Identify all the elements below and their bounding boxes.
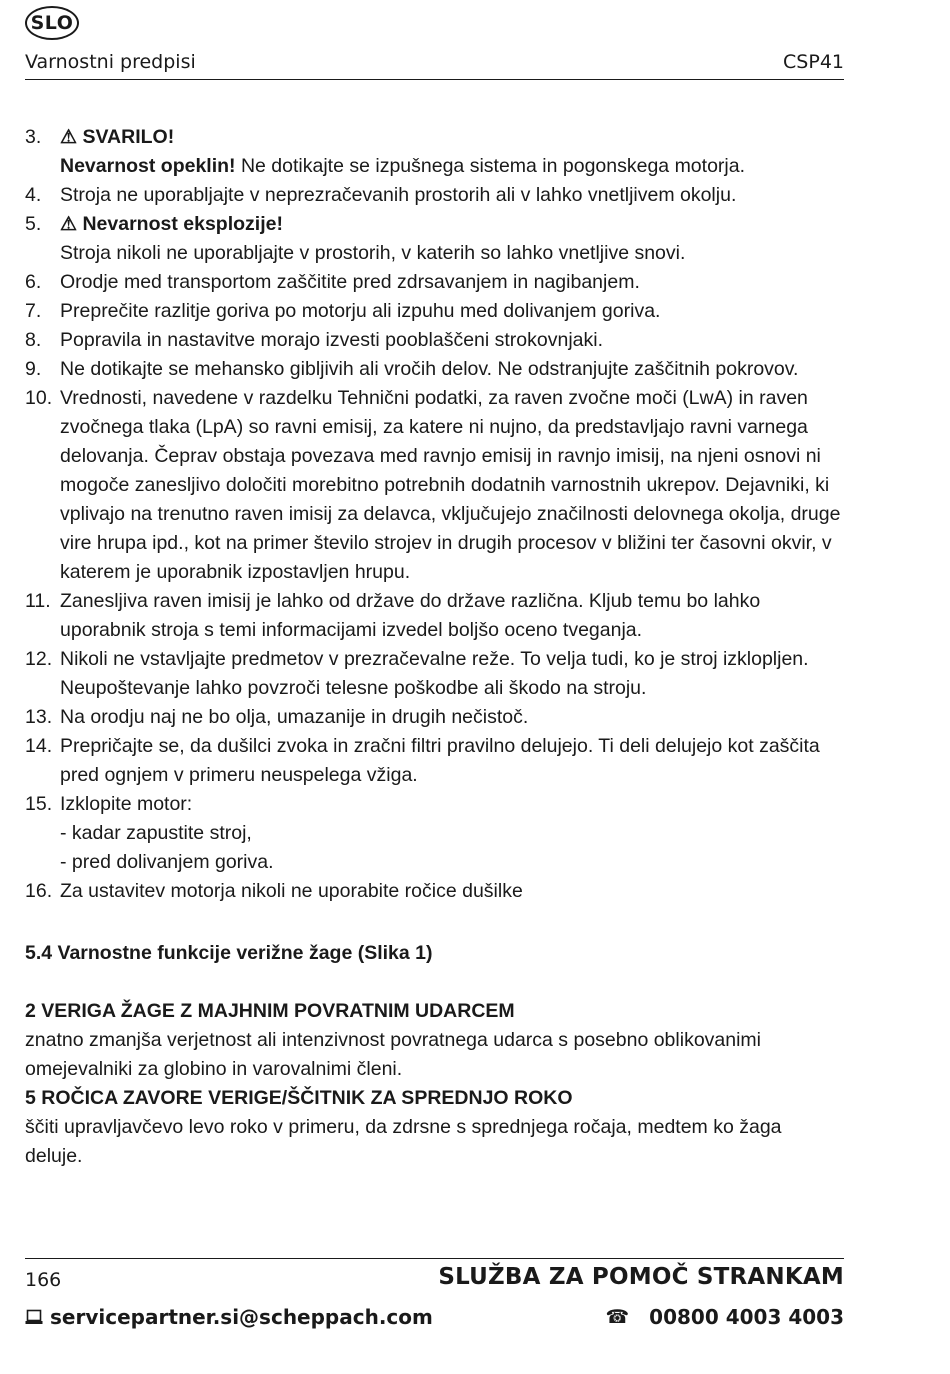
- item-text: Nikoli ne vstavljajte predmetov v prezračevalne reže. To velja tudi, ko je stroj izklopljen. Neupoštevanje lahko povzroči telesne poškodbe ali škodo na stroju.: [60, 648, 809, 699]
- item-text-line: [60, 790, 844, 819]
- item-text-line: [60, 877, 844, 906]
- sub-item: - kadar zapustite stroj,: [60, 822, 252, 844]
- feature-title: 5 ROČICA ZAVORE VERIGE/ŠČITNIK ZA SPREDNJO ROKO: [25, 1087, 573, 1109]
- item-text: Ne dotikajte se izpušnega sistema in pogonskega motorja.: [235, 155, 746, 177]
- item-text: Stroja nikoli ne uporabljajte v prostorih, v katerih so lahko vnetljive snovi.: [60, 242, 686, 264]
- item-text-line: [60, 152, 844, 181]
- list-item: [25, 877, 844, 906]
- list-item: [25, 790, 844, 877]
- item-text: Vrednosti, navedene v razdelku Tehnični podatki, za raven zvočne moči (LwA) in raven zvočnega tlaka (LpA) so ravni emisij, za katere ni nujno, da predstavljajo ravni varnega delovanja. Čeprav obstaja povezava med ravnjo emisij in ravnjo imisij, na njeni osnovi ni mogoče zanesljivo določiti morebitno potrebnih dodatnih varnostnih ukrepov. Dejavniki, ki vplivajo na trenutno raven imisij za delavca, vključujejo značilnosti delovnega okolja, druge vire hrupa ipd., kot na primer število strojev in drugih procesov v bližini ter časovni okvir, v katerem je uporabnik izpostavljen hrupu.: [60, 387, 841, 583]
- warning-heading: [60, 123, 844, 152]
- sub-item: - pred dolivanjem goriva.: [60, 851, 274, 873]
- warning-heading: [60, 210, 844, 239]
- item-text-line: [60, 384, 844, 587]
- item-text: Orodje med transportom zaščitite pred zdrsavanjem in nagibanjem.: [60, 271, 640, 293]
- feature-title: 2 VERIGA ŽAGE Z MAJHNIM POVRATNIM UDARCEM: [25, 1000, 515, 1022]
- item-text-line: [60, 645, 844, 703]
- footer-rule: [25, 1258, 844, 1259]
- phone-icon: ☎: [605, 1306, 630, 1328]
- feature-block-chain: [25, 997, 844, 1084]
- feature-text: znatno zmanjša verjetnost ali intenzivnost povratnega udarca s posebno oblikovanimi omejevalniki za globino in varovalnimi členi.: [25, 1029, 762, 1080]
- list-item: [25, 732, 844, 790]
- item-number: 16.: [25, 880, 53, 902]
- item-text: Na orodju naj ne bo olja, umazanije in drugih nečistoč.: [60, 706, 529, 728]
- item-number: 9.: [25, 358, 42, 380]
- list-item: [25, 384, 844, 587]
- list-item: [25, 326, 844, 355]
- warning-title: Nevarnost eksplozije!: [82, 213, 283, 235]
- list-item: [25, 210, 844, 268]
- list-item: [25, 181, 844, 210]
- list-item: [25, 587, 844, 645]
- section-title: 5.4 Varnostne funkcije verižne žage (Slika 1): [25, 942, 433, 964]
- warning-icon: ⚠: [60, 127, 78, 148]
- item-text-line: [60, 703, 844, 732]
- item-number: 12.: [25, 648, 53, 670]
- safety-items-list: [25, 123, 844, 906]
- service-heading: SLUŽBA ZA POMOČ STRANKAM: [438, 1264, 844, 1290]
- page-header-title: Varnostni predpisi: [25, 51, 196, 73]
- item-text-line: [60, 268, 844, 297]
- item-number: 3.: [25, 126, 42, 148]
- item-number: 8.: [25, 329, 42, 351]
- item-text-line: [60, 732, 844, 790]
- feature-text: ščiti upravljavčevo levo roko v primeru, da zdrsne s sprednjega ročaja, medtem ko žaga deluje.: [25, 1116, 782, 1167]
- list-item: [25, 268, 844, 297]
- item-number: 11.: [25, 590, 51, 612]
- item-text-line: [60, 239, 844, 268]
- document-body: [25, 123, 844, 1171]
- footer-email[interactable]: [25, 1305, 433, 1329]
- item-text: Ne dotikajte se mehansko gibljivih ali vročih delov. Ne odstranjujte zaščitnih pokrovov.: [60, 358, 799, 380]
- item-number: 4.: [25, 184, 42, 206]
- laptop-icon: [25, 1309, 43, 1325]
- item-number: 6.: [25, 271, 42, 293]
- footer-phone: [605, 1305, 844, 1329]
- header-rule: [25, 79, 844, 80]
- list-item: [25, 645, 844, 703]
- item-number: 7.: [25, 300, 42, 322]
- item-text: Izklopite motor:: [60, 793, 193, 815]
- item-text-line: [60, 297, 844, 326]
- item-number: 13.: [25, 706, 53, 728]
- item-text: Preprečite razlitje goriva po motorju ali izpuhu med dolivanjem goriva.: [60, 300, 661, 322]
- item-text-line: [60, 326, 844, 355]
- list-item: [25, 703, 844, 732]
- list-item: [25, 123, 844, 181]
- list-item: [25, 297, 844, 326]
- item-number: 5.: [25, 213, 42, 235]
- item-number: 14.: [25, 735, 53, 757]
- phone-number: 00800 4003 4003: [649, 1305, 844, 1329]
- feature-block-brake: [25, 1084, 844, 1171]
- item-text: Prepričajte se, da dušilci zvoka in zračni filtri pravilno delujejo. Ti deli delujejo kot zaščita pred ognjem v primeru neuspelega vžiga.: [60, 735, 820, 786]
- item-text-line: [60, 181, 844, 210]
- email-address[interactable]: servicepartner.si@scheppach.com: [50, 1305, 433, 1329]
- item-text: Stroja ne uporabljajte v neprezračevanih prostorih ali v lahko vnetljivem okolju.: [60, 184, 737, 206]
- item-text-line: [60, 355, 844, 384]
- language-badge: SLO: [25, 6, 79, 40]
- model-label: CSP41: [783, 51, 844, 73]
- page-number: 166: [25, 1269, 62, 1291]
- item-text-line: [60, 587, 844, 645]
- item-text: Zanesljiva raven imisij je lahko od države do države različna. Kljub temu bo lahko uporabnik stroja s temi informacijami izvedel boljšo oceno tveganja.: [60, 590, 761, 641]
- warning-title: SVARILO!: [82, 126, 175, 148]
- item-text: Za ustavitev motorja nikoli ne uporabite ročice dušilke: [60, 880, 523, 902]
- item-number: 10.: [25, 387, 53, 409]
- item-number: 15.: [25, 793, 53, 815]
- warning-icon: ⚠: [60, 214, 78, 235]
- item-lead: Nevarnost opeklin!: [60, 155, 236, 177]
- list-item: [25, 355, 844, 384]
- item-text: Popravila in nastavitve morajo izvesti pooblaščeni strokovnjaki.: [60, 329, 604, 351]
